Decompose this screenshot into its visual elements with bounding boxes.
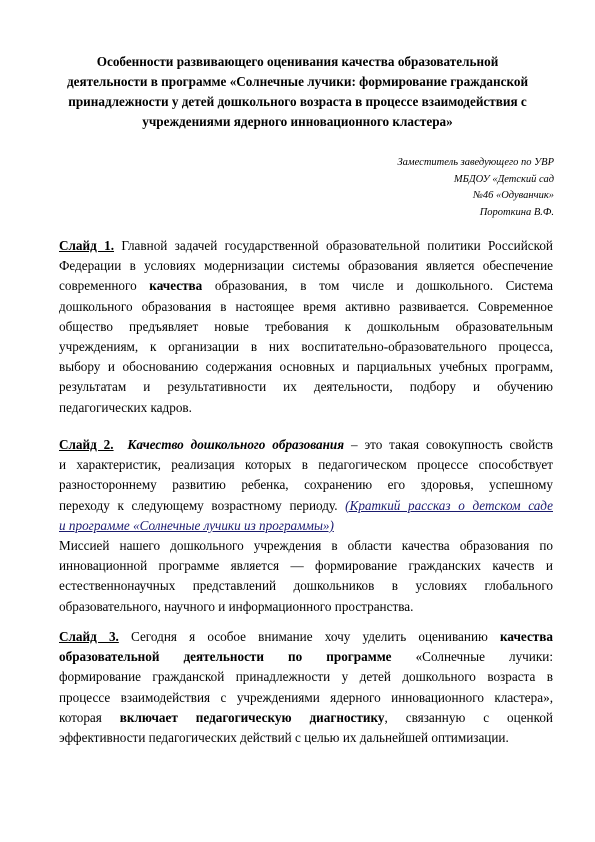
title-line: деятельности в программе «Солнечные лучики: формирование гражданской — [66, 74, 529, 89]
title-line: учреждениями ядерного инновационного кластера» — [142, 114, 453, 129]
program-link[interactable]: и программе «Солнечные лучики из программы») — [59, 517, 334, 533]
slide-3-paragraph: Слайд 3. Сегодня я особое внимание хочу уделить оцениванию качества образовательной деятельности по программе «Солнечные лучики: формирование гражданской принадлежности у детей дошкольного возраста в процессе взаимодействия с учреждениями ядерного инновационного кластера», которая включает педагогическую диагностику, связанную с оценкой эффективности педагогических действий с целью их дальнейшей оптимизации. — [59, 629, 553, 746]
title-line: Особенности развивающего оценивания качества образовательной — [96, 54, 499, 69]
title-line: принадлежности у детей дошкольного возраста в процессе взаимодействия с — [68, 94, 527, 109]
program-link[interactable]: (Краткий рассказ о детском саде — [345, 497, 553, 513]
author-block — [294, 155, 554, 221]
slide-3-label: Слайд 3. — [59, 629, 119, 644]
slide-1-paragraph: Слайд 1. Главной задачей государственной образовательной политики Российской Федерации в условиях модернизации системы образования является обеспечение современного качества образования, в том числе и дошкольного. Система дошкольного образования в настоящее время активно развивается. Современное общество предъявляет новые требования к дошкольным образовательным учреждениям, к организации в них воспитательно-образовательного процесса, выбору и обоснованию содержания основных и парциальных учебных программ, результатам и результативности их деятельности, подбору и обучению педагогических кадров. — [59, 238, 553, 415]
document-title — [60, 52, 535, 132]
author-name: Пороткина В.Ф. — [479, 206, 554, 218]
slide-2-paragraph: Слайд 2. Качество дошкольного образования – это такая совокупность свойств и характеристик, реализация которых в педагогическом процессе способствует разностороннему развитию ребенка, сохранению его здоровья, успешному переходу к следующему возрастному периоду. (Краткий рассказ о детском саде и программе «Солнечные лучики из программы») Миссией нашего дошкольного учреждения в области качества образования по инновационной программе является — формирование гражданских качеств и естественнонаучных представлений дошкольников в условиях глобального образовательного, научного и информационного пространства. — [59, 437, 554, 614]
slide-2-label: Слайд 2. — [59, 437, 114, 452]
author-org: №46 «Одуванчик» — [472, 190, 554, 201]
slide-2-term: Качество дошкольного образования — [127, 437, 345, 452]
author-org: МБДОУ «Детский сад — [453, 173, 554, 185]
slide-1-label: Слайд 1. — [59, 238, 115, 253]
author-position: Заместитель заведующего по УВР — [397, 157, 554, 168]
